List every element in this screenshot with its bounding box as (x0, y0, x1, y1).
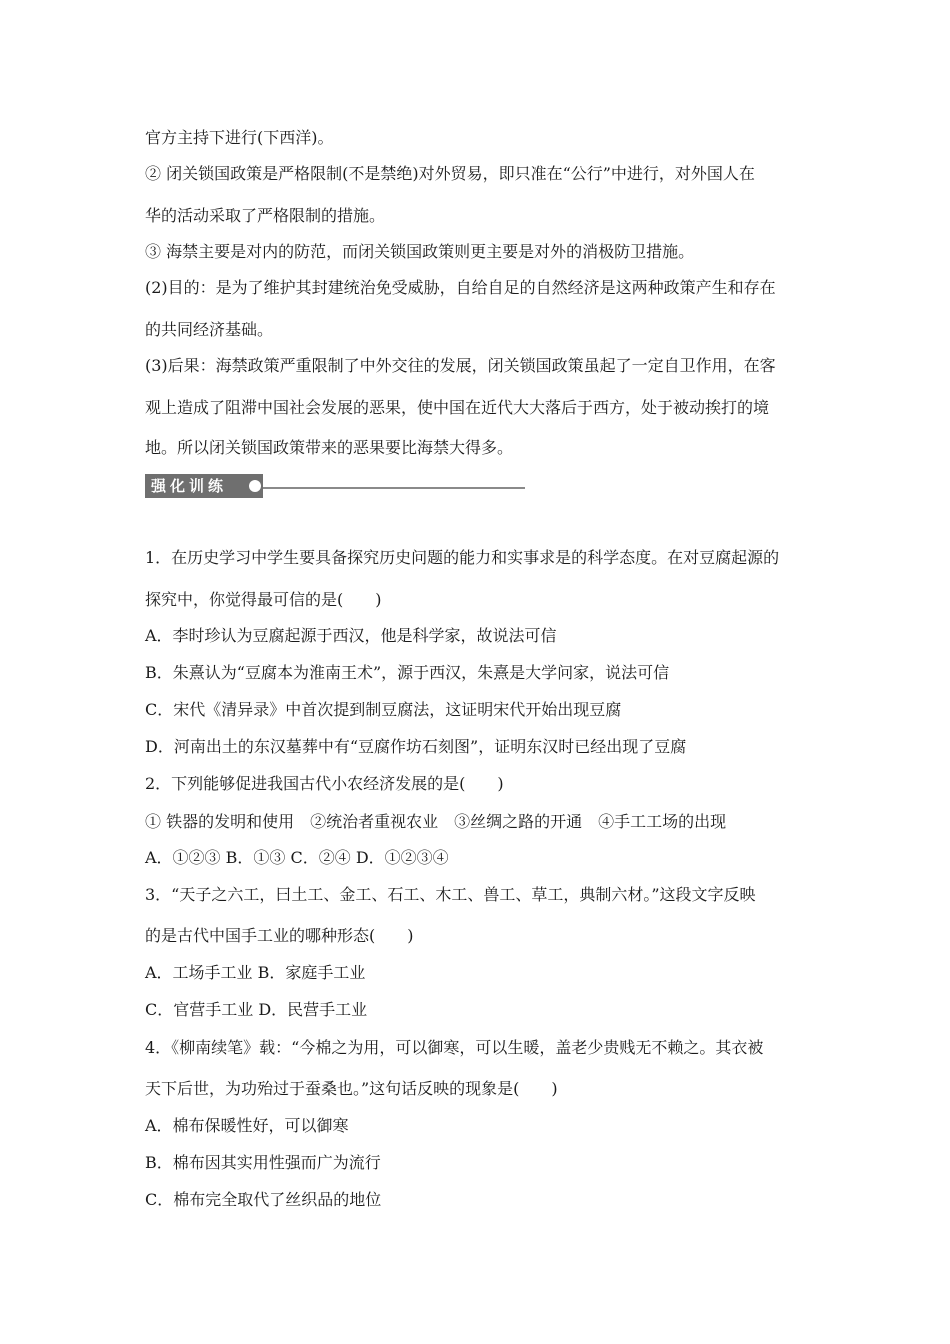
question-3-stem: 的是古代中国手工业的哪种形态( ) (145, 926, 414, 945)
question-4-stem: 天下后世，为功殆过于蚕桑也。”这句话反映的现象是( ) (145, 1079, 558, 1098)
question-1-option-b: B．朱熹认为“豆腐本为淮南王术”，源于西汉，朱熹是大学问家，说法可信 (145, 663, 670, 682)
text-line: 华的活动采取了严格限制的措施。 (145, 206, 386, 225)
question-3-stem: 3．“天子之六工，曰土工、金工、石工、木工、兽工、草工，典制六材。”这段文字反映 (145, 885, 756, 904)
question-4-option-a: A．棉布保暖性好，可以御寒 (145, 1116, 349, 1135)
question-3-options: C．官营手工业 D．民营手工业 (145, 1000, 368, 1019)
question-2-stem: 2．下列能够促进我国古代小农经济发展的是( ) (145, 774, 504, 793)
question-1-stem: 1．在历史学习中学生要具备探究历史问题的能力和实事求是的科学态度。在对豆腐起源的 (145, 548, 780, 567)
text-line: (2)目的：是为了维护其封建统治免受威胁，自给自足的自然经济是这两种政策产生和存在 (145, 278, 776, 297)
question-2-options: A．①②③ B．①③ C．②④ D．①②③④ (145, 848, 449, 867)
text-line: 官方主持下进行(下西洋)。 (145, 128, 334, 147)
section-divider (263, 487, 525, 489)
question-3-options: A．工场手工业 B．家庭手工业 (145, 963, 366, 982)
section-title: 强化训练 (145, 474, 263, 498)
text-line: ② 闭关锁国政策是严格限制(不是禁绝)对外贸易，即只准在“公行”中进行，对外国人在 (145, 164, 755, 183)
question-1-option-a: A．李时珍认为豆腐起源于西汉，他是科学家，故说法可信 (145, 626, 557, 645)
question-1-option-d: D．河南出土的东汉墓葬中有“豆腐作坊石刻图”，证明东汉时已经出现了豆腐 (145, 737, 687, 756)
text-line: 地。所以闭关锁国政策带来的恶果要比海禁大得多。 (145, 438, 514, 457)
text-line: 的共同经济基础。 (145, 320, 274, 339)
question-4-option-b: B．棉布因其实用性强而广为流行 (145, 1153, 381, 1172)
question-4-stem: 4．《柳南续笔》载：“今棉之为用，可以御寒，可以生暖，盖老少贵贱无不赖之。其衣被 (145, 1038, 764, 1057)
question-1-option-c: C．宋代《清异录》中首次提到制豆腐法，这证明宋代开始出现豆腐 (145, 700, 622, 719)
question-2-items: ① 铁器的发明和使用 ②统治者重视农业 ③丝绸之路的开通 ④手工工场的出现 (145, 812, 727, 831)
question-4-option-c: C．棉布完全取代了丝织品的地位 (145, 1190, 382, 1209)
text-line: ③ 海禁主要是对内的防范，而闭关锁国政策则更主要是对外的消极防卫措施。 (145, 242, 695, 261)
text-line: (3)后果：海禁政策严重限制了中外交往的发展，闭关锁国政策虽起了一定自卫作用，在客 (145, 356, 776, 375)
bullet-dot-icon (249, 480, 261, 492)
question-1-stem: 探究中，你觉得最可信的是( ) (145, 590, 382, 609)
section-header (145, 474, 527, 500)
text-line: 观上造成了阻滞中国社会发展的恶果，使中国在近代大大落后于西方，处于被动挨打的境 (145, 398, 770, 417)
